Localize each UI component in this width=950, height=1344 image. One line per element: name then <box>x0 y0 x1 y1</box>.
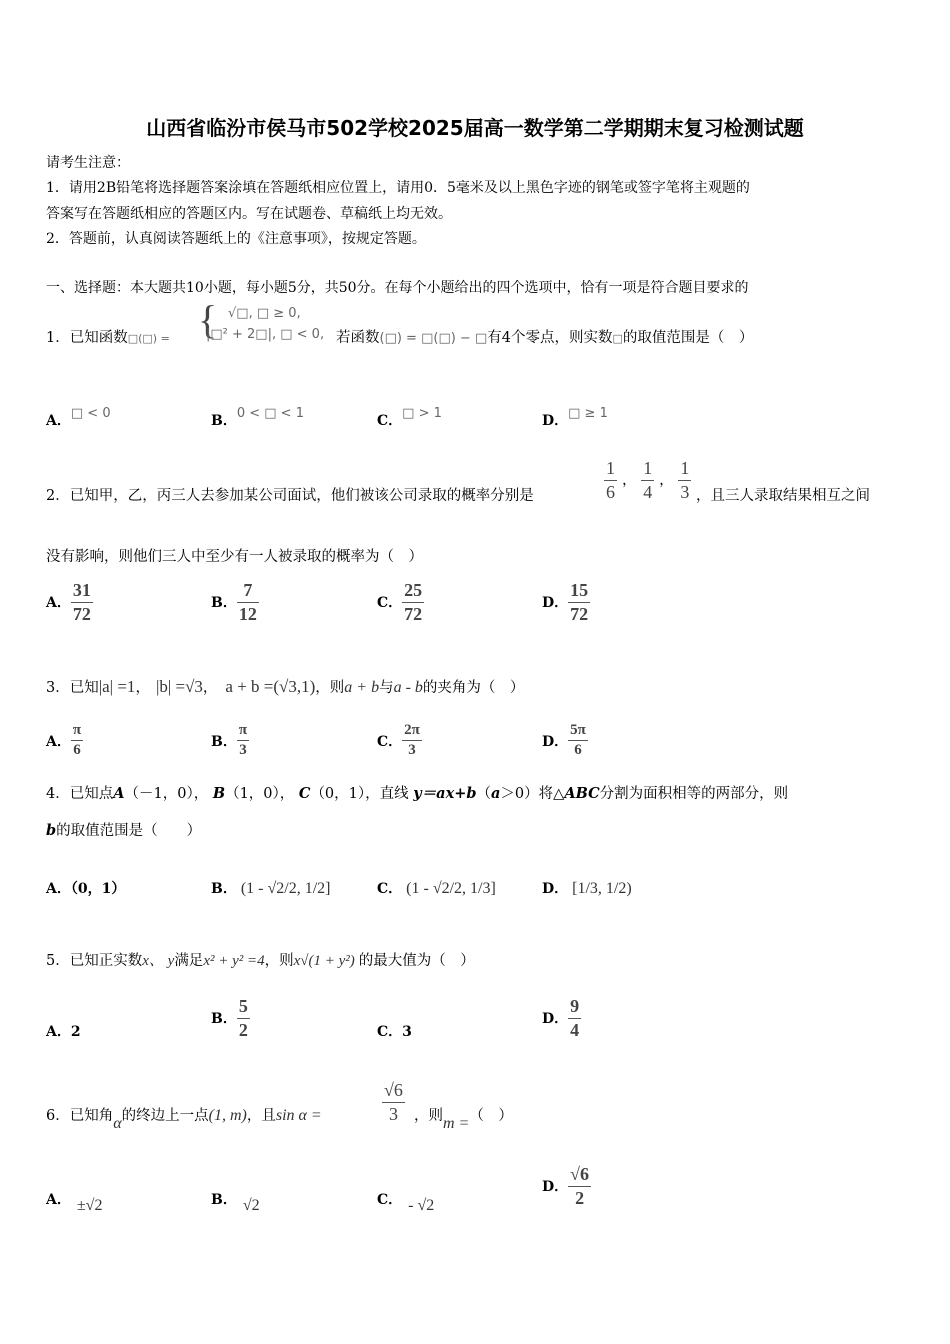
q2-prob-2: $\frac{1}{4}$ <box>643 458 653 502</box>
q2-option-a[interactable]: A． $\frac{31}{72}$ <box>46 580 91 624</box>
question-3: 3．已知|a| =1， |b| =√3， a + b =(√3,1)，则a + b与a - b的夹角为（ ） <box>46 677 525 696</box>
q1-case-2: |□² + 2□|, □ < 0, <box>206 327 325 342</box>
q2-option-b[interactable]: B． $\frac{7}{12}$ <box>211 580 257 624</box>
q5-option-b[interactable]: B． $\frac{5}{2}$ <box>211 996 248 1040</box>
q3-option-b[interactable]: B． $\frac{\pi}{3}$ <box>211 722 248 759</box>
q4-option-a-value: （0，1） <box>70 881 126 897</box>
q2-prob-3: $\frac{1}{3}$ <box>680 458 690 502</box>
q2-option-c[interactable]: C． $\frac{25}{72}$ <box>377 580 423 624</box>
q4-option-c-value: (1 - √2/2, 1/3] <box>406 880 496 897</box>
q2-line-1: 2．已知甲，乙，丙三人去参加某公司面试，他们被该公司录取的概率分别是 <box>46 488 534 504</box>
q1-option-b-value: 0 < □ < 1 <box>236 406 304 421</box>
q1-pre: 已知函数 <box>69 330 128 346</box>
q6-option-c[interactable]: C． - √2 <box>377 1192 435 1214</box>
q5-option-c[interactable]: C．3 <box>377 1024 412 1040</box>
q1-option-c-value: □ > 1 <box>402 406 442 421</box>
q1-brace: { <box>198 297 218 342</box>
q3-sum: a + b =(√3,1) <box>225 677 316 696</box>
section-heading: 一、选择题：本大题共10小题，每小题5分，共50分。在每个小题给出的四个选项中，恰有一项是符合题目要求的 <box>46 280 749 296</box>
q5-option-c-value: 3 <box>402 1024 412 1040</box>
notice-line-3: 2．答题前，认真阅读答题纸上的《注意事项》，按规定答题。 <box>46 231 426 247</box>
q2-text-1: 已知甲，乙，丙三人去参加某公司面试，他们被该公司录取的概率分别是 <box>69 488 534 504</box>
q2-probabilities: $\frac{1}{6}$ ， $\frac{1}{4}$ ， $\frac{1}{3}$ <box>606 458 690 502</box>
q1-rest: 若函数(□) = □(□) − □有4个零点，则实数□的取值范围是（ ） <box>336 330 754 346</box>
q2-text-3: 没有影响，则他们三人中至少有一人被录取的概率为（ ） <box>46 549 423 565</box>
q3-a-plus-b: a + b <box>344 679 380 696</box>
q1-option-c[interactable]: C．□ > 1 <box>377 406 442 429</box>
q5-option-d[interactable]: D． $\frac{9}{4}$ <box>542 996 580 1040</box>
q6-option-a-value: ±√2 <box>76 1197 103 1214</box>
question-1 <box>46 326 170 347</box>
q1-case-1: √□, □ ≥ 0, <box>228 306 301 321</box>
q4-line-1: 4．已知点A（－1，0）， B（1，0）， C（0，1），直线 y＝ax+b（a＞0）将△ABC分割为面积相等的两部分，则 <box>46 785 789 802</box>
q1-number: 1． <box>46 330 70 346</box>
q6-rest: ，则m =（ ） <box>414 1108 513 1132</box>
q3-b-abs: |b| =√3 <box>155 677 203 696</box>
q3-option-d[interactable]: D． $\frac{5\pi}{6}$ <box>542 722 586 759</box>
q6-option-b-value: √2 <box>242 1197 260 1214</box>
q2-option-d[interactable]: D． $\frac{15}{72}$ <box>542 580 589 624</box>
q1-option-a-value: □ < 0 <box>70 406 111 421</box>
q1-fdef: □(□) = <box>127 332 170 345</box>
q6-option-a[interactable]: A． ±√2 <box>46 1192 103 1214</box>
q2-prob-1: $\frac{1}{6}$ <box>606 458 615 502</box>
question-5: 5．已知正实数x、 y满足x² + y² =4，则x√(1 + y²) 的最大值为（ ） <box>46 953 475 969</box>
q4-option-a[interactable]: A．（0，1） <box>46 881 126 897</box>
q4-option-b-value: (1 - √2/2, 1/2] <box>240 880 331 897</box>
q5-option-a-value: 2 <box>70 1024 81 1040</box>
q5-option-a[interactable]: A．2 <box>46 1024 81 1040</box>
q4-option-b[interactable]: B． (1 - √2/2, 1/2] <box>211 880 331 897</box>
notice-line-2: 答案写在答题纸相应的答题区内。写在试题卷、草稿纸上均无效。 <box>46 206 452 222</box>
q1-option-b[interactable]: B．0 < □ < 1 <box>211 406 304 429</box>
q3-a-abs: |a| =1 <box>98 677 136 696</box>
question-6: 6．已知角α的终边上一点(1, m)，且sin α = <box>46 1107 322 1132</box>
q1-option-a[interactable]: A．□ < 0 <box>46 406 111 429</box>
q3-option-c[interactable]: C． $\frac{2\pi}{3}$ <box>377 722 420 759</box>
q1-post2: 的取值范围是（ ） <box>622 330 754 346</box>
q1-post: 有4个零点，则实数 <box>487 330 613 346</box>
q4-line-2: b的取值范围是（ ） <box>46 822 202 839</box>
q6-option-c-value: - √2 <box>408 1197 435 1214</box>
q6-option-d[interactable]: D． $\frac{√6}{2}$ <box>542 1164 590 1208</box>
page-title: 山西省临汾市侯马市502学校2025届高一数学第二学期期末复习检测试题 <box>146 116 804 140</box>
q6-option-b[interactable]: B． √2 <box>211 1192 260 1214</box>
q1-option-d-value: □ ≥ 1 <box>568 406 608 421</box>
notice-heading: 请考生注意： <box>46 155 130 171</box>
q1-option-d[interactable]: D．□ ≥ 1 <box>542 406 608 429</box>
q2-text-2: ，且三人录取结果相互之间 <box>696 488 870 504</box>
q1-mid: 若函数 <box>336 330 380 346</box>
q3-a-minus-b: a - b <box>393 679 423 696</box>
q1-g-def: (□) = □(□) − □ <box>379 331 488 346</box>
q3-option-a[interactable]: A． $\frac{\pi}{6}$ <box>46 722 82 759</box>
q4-option-d-value: [1/3, 1/2) <box>572 880 632 897</box>
q4-option-d[interactable]: D． [1/3, 1/2) <box>542 880 632 897</box>
q4-option-c[interactable]: C． (1 - √2/2, 1/3] <box>377 880 496 897</box>
q6-sin-value: $\frac{√6}{3}$ <box>384 1080 403 1124</box>
notice-line-1: 1．请用2B铅笔将选择题答案涂填在答题纸相应位置上，请用0．5毫米及以上黑色字迹的钢笔或签字笔将主观题的 <box>46 180 750 196</box>
